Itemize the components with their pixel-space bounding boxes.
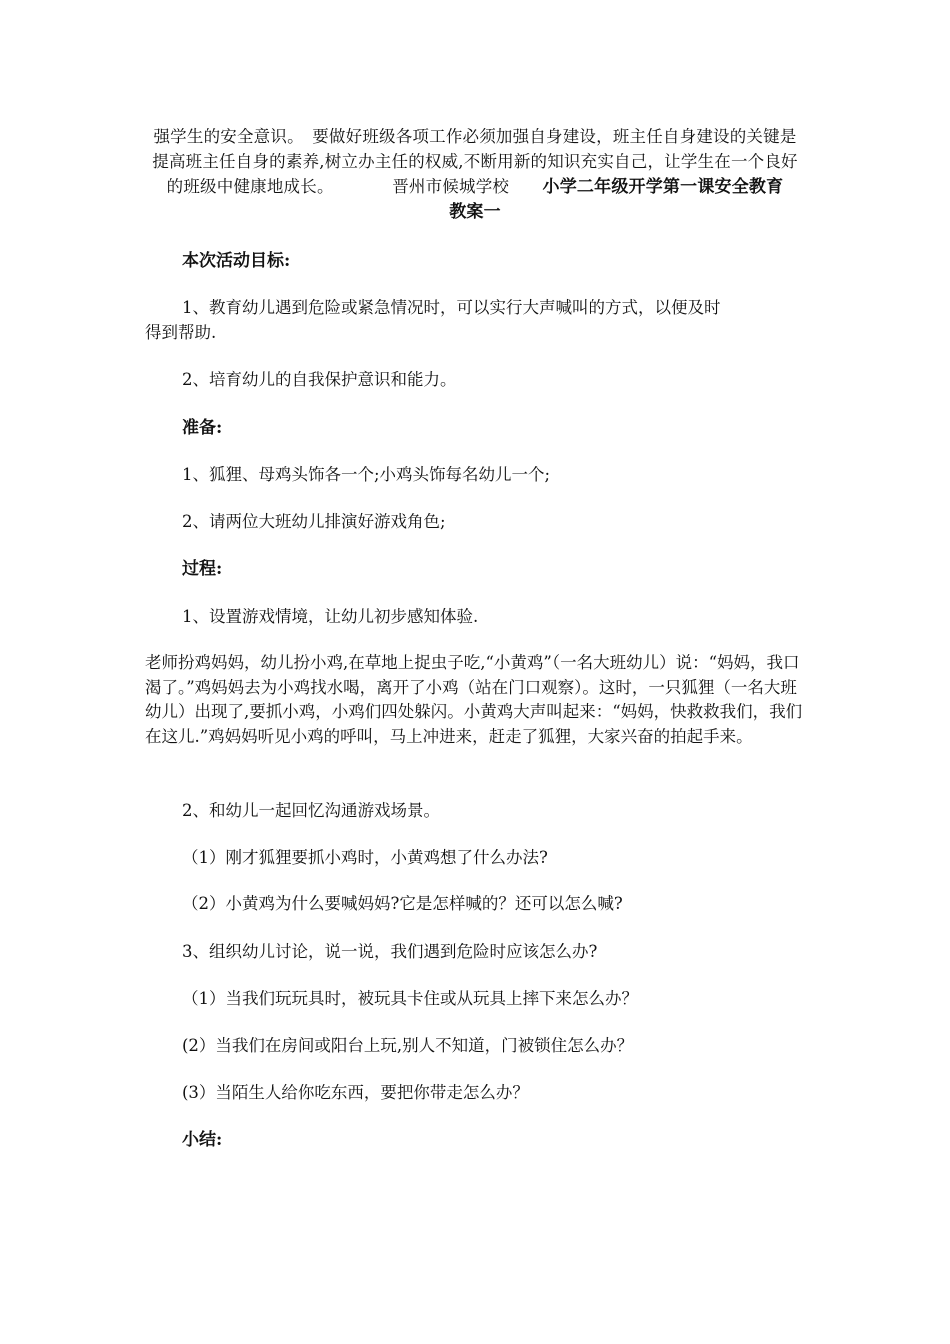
process-step-1: 1、设置游戏情境，让幼儿初步感知体验. — [182, 607, 479, 626]
intro-line-1: 强学生的安全意识。 要做好班级各项工作必须加强自身建设，班主任自身建设的关键是 — [153, 127, 797, 146]
process-step-3: 3、组织幼儿讨论，说一说，我们遇到危险时应该怎么办? — [182, 942, 598, 961]
intro-line-3 — [145, 174, 805, 200]
summary-heading: 小结: — [182, 1130, 223, 1150]
discussion-2: (2）当我们在房间或阳台上玩,别人不知道，门被锁住怎么办？ — [182, 1036, 634, 1055]
intro-line-2: 提高班主任自身的素养,树立办主任的权威,不断用新的知识充实自己，让学生在一个良好 — [152, 152, 798, 171]
question-2: （2）小黄鸡为什么要喊妈妈?它是怎样喊的？还可以怎么喊? — [182, 894, 623, 913]
intro-paragraph — [145, 124, 805, 225]
goals-heading: 本次活动目标: — [182, 251, 291, 271]
prep-heading: 准备: — [182, 418, 223, 438]
process-step-2: 2、和幼儿一起回忆沟通游戏场景。 — [182, 801, 440, 820]
document-title-part-1: 小学二年级开学第一课安全教育 — [542, 177, 784, 197]
process-heading: 过程: — [182, 559, 223, 579]
intro-line-3-text: 的班级中健康地成长。 晋州市候城学校 — [166, 177, 543, 196]
prep-item-1: 1、狐狸、母鸡头饰各一个;小鸡头饰每名幼儿一个; — [182, 465, 551, 484]
document-title-part-2: 教案一 — [449, 202, 501, 222]
goal-1 — [145, 296, 807, 345]
question-1: （1）刚才狐狸要抓小鸡时，小黄鸡想了什么办法? — [182, 848, 548, 867]
goal-2: 2、培育幼儿的自我保护意识和能力。 — [182, 370, 457, 389]
goal-1-line-2: 得到帮助. — [145, 322, 217, 342]
game-story-paragraph: 老师扮鸡妈妈，幼儿扮小鸡,在草地上捉虫子吃,“小黄鸡”（一名大班幼儿）说：“妈妈，我口渴了。”鸡妈妈去为小鸡找水喝，离开了小鸡（站在门口观察）。这时，一只狐狸（一名大班幼儿）出现了,要抓小鸡，小鸡们四处躲闪。小黄鸡大声叫起来：“妈妈，快救救我们，我们在这儿.”鸡妈妈听见小鸡的呼叫，马上冲进来，赶走了狐狸，大家兴奋的拍起手来。 — [145, 653, 803, 746]
discussion-1: （1）当我们玩玩具时，被玩具卡住或从玩具上摔下来怎么办？ — [182, 989, 638, 1008]
goal-1-line-1: 1、教育幼儿遇到危险或紧急情况时，可以实行大声喊叫的方式，以便及时 — [182, 298, 721, 317]
prep-item-2: 2、请两位大班幼儿排演好游戏角色; — [182, 512, 446, 531]
discussion-3: (3）当陌生人给你吃东西，要把你带走怎么办？ — [182, 1083, 529, 1102]
